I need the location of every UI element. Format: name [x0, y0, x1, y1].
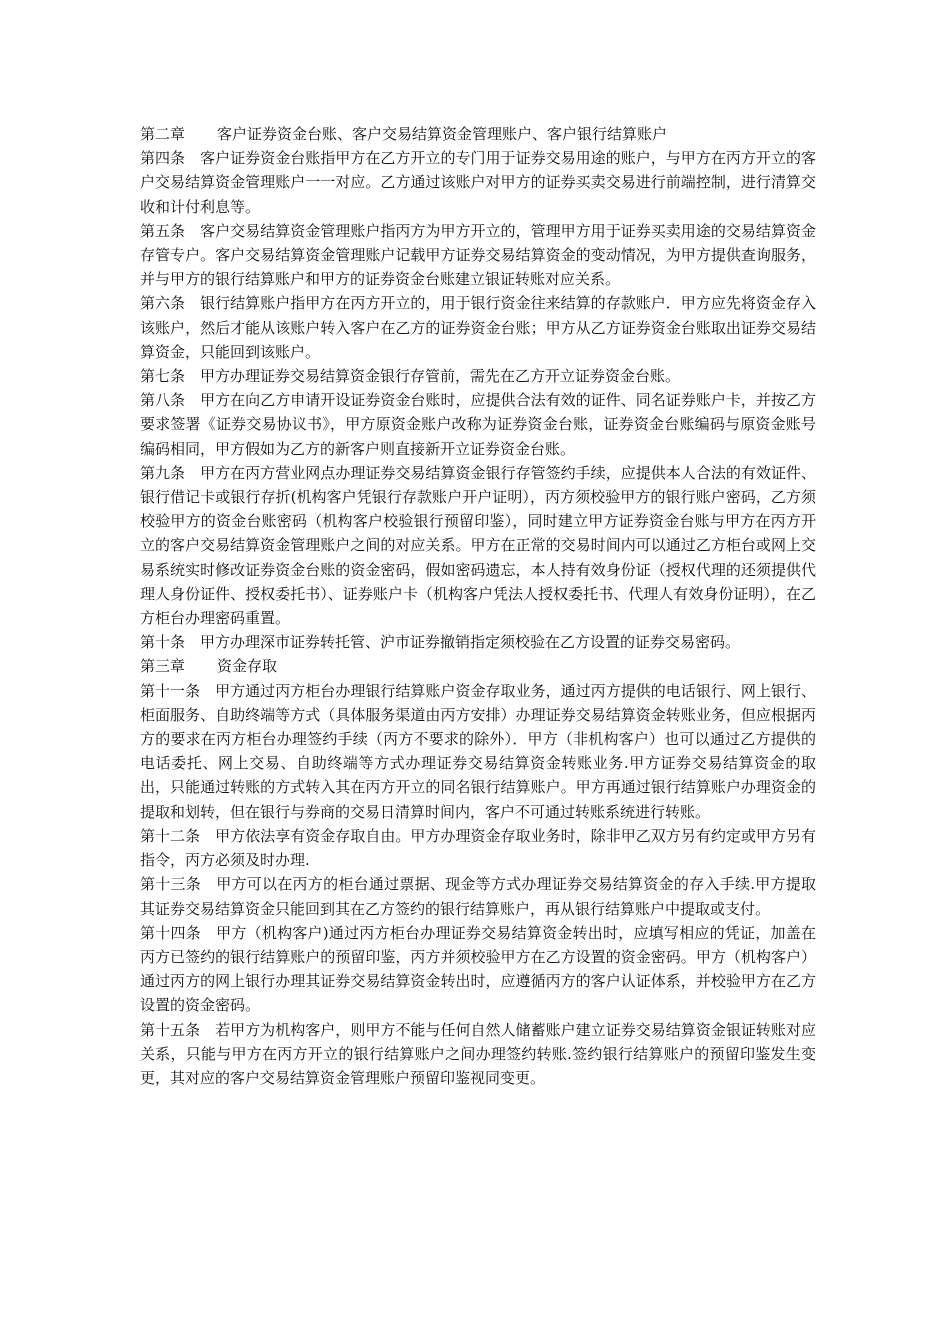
- chapter-2-heading: [140, 122, 816, 146]
- article-text: 客户交易结算资金管理账户指丙方为甲方开立的，管理甲方用于证券买卖用途的交易结算资金存管专户。客户交易结算资金管理账户记载甲方证券交易结算资金的变动情况，为甲方提供查询服务，并与甲方的银行结算账户和甲方的证券资金台账建立银证转账对应关系。: [140, 221, 816, 289]
- article-text: 甲方办理深市证券转托管、沪市证券撤销指定须校验在乙方设置的证券交易密码。: [200, 633, 741, 652]
- article-label: 第十四条: [140, 923, 201, 942]
- article-9: [140, 461, 816, 630]
- article-text: 甲方在丙方营业网点办理证券交易结算资金银行存管签约手续，应提供本人合法的有效证件、银行借记卡或银行存折(机构客户凭银行存款账户开户证明），丙方须校验甲方的银行账户密码，乙方须校验甲方的资金台账密码（机构客户校验银行预留印鉴），同时建立甲方证券资金台账与甲方在丙方开立的客户交易结算资金管理账户之间的对应关系。甲方在正常的交易时间内可以通过乙方柜台或网上交易系统实时修改证券资金台账的资金密码，假如密码遗忘，本人持有效身份证（授权代理的还须提供代理人身份证件、授权委托书）、证券账户卡（机构客户凭法人授权委托书、代理人有效身份证明），在乙方柜台办理密码重置。: [140, 463, 816, 628]
- article-label: 第四条: [140, 149, 186, 168]
- article-text: 甲方依法享有资金存取自由。甲方办理资金存取业务时，除非甲乙双方另有约定或甲方另有指令，丙方必须及时办理.: [140, 826, 816, 870]
- chapter-label: 第二章: [140, 125, 186, 143]
- article-text: 甲方（机构客户)通过丙方柜台办理证券交易结算资金转出时，应填写相应的凭证，加盖在丙方已签约的银行结算账户的预留印鉴，丙方并须校验甲方在乙方设置的资金密码。甲方（机构客户）通过丙方的网上银行办理其证券交易结算资金转出时，应遵循丙方的客户认证体系，并校验甲方在乙方设置的资金密码。: [140, 923, 816, 1015]
- chapter-title: 客户证券资金台账、客户交易结算资金管理账户、客户银行结算账户: [217, 125, 668, 143]
- chapter-title: 资金存取: [217, 657, 278, 676]
- article-label: 第八条: [140, 391, 186, 410]
- document-body: [140, 122, 816, 1090]
- article-8: [140, 388, 816, 461]
- article-13: [140, 872, 816, 920]
- article-15: [140, 1018, 816, 1091]
- article-text: 银行结算账户指甲方在丙方开立的，用于银行资金往来结算的存款账户．甲方应先将资金存入该账户，然后才能从该账户转入客户在乙方的证券资金台账；甲方从乙方证券资金台账取出证券交易结算资金，只能回到该账户。: [140, 294, 816, 361]
- chapter-label: 第三章: [140, 657, 186, 676]
- article-10: [140, 630, 816, 654]
- article-text: 甲方在向乙方申请开设证券资金台账时，应提供合法有效的证件、同名证券账户卡，并按乙方要求签署《证券交易协议书》，甲方原资金账户改称为证券资金台账，证券资金台账编码与原资金账号编码相同，甲方假如为乙方的新客户则直接新开立证券资金台账。: [140, 391, 816, 458]
- article-6: [140, 291, 816, 364]
- article-text: 甲方可以在丙方的柜台通过票据、现金等方式办理证券交易结算资金的存入手续.甲方提取其证券交易结算资金只能回到其在乙方签约的银行结算账户，再从银行结算账户中提取或支付。: [140, 875, 816, 918]
- article-12: [140, 824, 816, 872]
- article-11: [140, 679, 816, 824]
- article-label: 第十二条: [140, 826, 201, 845]
- article-7: [140, 364, 816, 388]
- article-label: 第十条: [140, 633, 186, 652]
- article-text: 客户证券资金台账指甲方在乙方开立的专门用于证券交易用途的账户，与甲方在丙方开立的客户交易结算资金管理账户一一对应。乙方通过该账户对甲方的证券买卖交易进行前端控制，进行清算交收和计付利息等。: [140, 149, 816, 216]
- article-label: 第十五条: [140, 1020, 201, 1039]
- article-4: [140, 146, 816, 219]
- article-label: 第六条: [140, 294, 186, 313]
- article-14: [140, 921, 816, 1018]
- article-5: [140, 219, 816, 292]
- article-label: 第十三条: [140, 875, 202, 894]
- article-text: 甲方办理证券交易结算资金银行存管前，需先在乙方开立证券资金台账。: [200, 367, 681, 386]
- article-text: 若甲方为机构客户，则甲方不能与任何自然人储蓄账户建立证券交易结算资金银证转账对应关系，只能与甲方在丙方开立的银行结算账户之间办理签约转账.签约银行结算账户的预留印鉴发生变更，其对应的客户交易结算资金管理账户预留印鉴视同变更。: [140, 1020, 816, 1087]
- article-label: 第七条: [140, 367, 186, 386]
- article-label: 第五条: [140, 221, 186, 240]
- article-label: 第九条: [140, 463, 186, 482]
- chapter-3-heading: [140, 654, 816, 678]
- article-label: 第十一条: [140, 681, 201, 700]
- article-text: 甲方通过丙方柜台办理银行结算账户资金存取业务，通过丙方提供的电话银行、网上银行、柜面服务、自助终端等方式（具体服务渠道由丙方安排）办理证券交易结算资金转账业务，但应根据丙方的要求在丙方柜台办理签约手续（丙方不要求的除外）．甲方（非机构客户）也可以通过乙方提供的电话委托、网上交易、自助终端等方式办理证券交易结算资金转账业务.甲方证券交易结算资金的取出，只能通过转账的方式转入其在丙方开立的同名银行结算账户。甲方再通过银行结算账户办理资金的提取和划转，但在银行与券商的交易日清算时间内，客户不可通过转账系统进行转账。: [140, 681, 816, 821]
